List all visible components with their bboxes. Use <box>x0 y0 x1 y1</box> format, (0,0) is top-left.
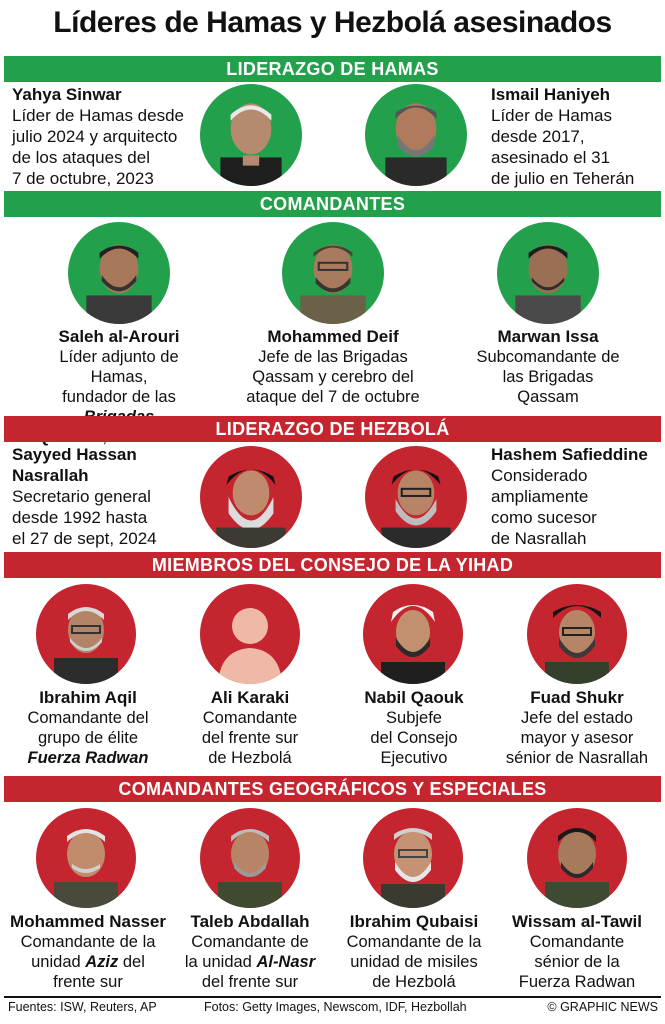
section-header-geo-commanders: COMANDANTES GEOGRÁFICOS Y ESPECIALES <box>4 776 661 802</box>
geo-desc-line: unidad de misiles <box>350 953 478 971</box>
geo-commander-name: Ibrahim Qubaisi <box>349 912 479 931</box>
desc-emphasis: Aziz <box>85 953 119 971</box>
leader-desc-line: desde 1992 hasta <box>12 508 148 527</box>
portrait-qubaisi <box>363 808 463 908</box>
footer-divider <box>4 996 661 998</box>
leader-name: Nasrallah <box>12 466 89 485</box>
council-desc-line: Comandante del <box>27 709 149 727</box>
leader-desc-line: de Nasrallah <box>491 529 587 548</box>
council-card-shukr <box>491 688 663 768</box>
leader-name: Sayyed Hassan <box>12 445 137 464</box>
leader-desc-line: Secretario general <box>12 487 151 506</box>
desc-text: la unidad <box>184 953 257 971</box>
geo-desc-line: Comandante de <box>191 933 309 951</box>
geo-commander-name: Mohammed Nasser <box>10 912 166 931</box>
leader-desc-line: de los ataques del <box>12 148 150 167</box>
geo-desc-line: Fuerza Radwan <box>518 973 636 991</box>
council-member-name: Ibrahim Aqil <box>39 688 137 707</box>
commander-desc-line: Qassam <box>517 388 579 406</box>
council-desc-emphasis: Fuerza Radwan <box>27 749 149 767</box>
leader-desc-line: como sucesor <box>491 508 597 527</box>
leader-desc-line: desde 2017, <box>491 127 585 146</box>
portrait-qaouk <box>363 584 463 684</box>
geo-card-abdallah <box>166 912 334 992</box>
commander-desc-line: ataque del 7 de octubre <box>246 388 420 406</box>
council-desc-line: de Hezbolá <box>208 749 292 767</box>
portrait-shukr <box>527 584 627 684</box>
portrait-safieddine <box>365 446 467 548</box>
council-card-karaki <box>166 688 334 768</box>
geo-desc-line: sénior de la <box>534 953 620 971</box>
portrait-nasser <box>36 808 136 908</box>
leader-desc-line: 7 de octubre, 2023 <box>12 169 154 188</box>
commander-name: Saleh al-Arouri <box>58 327 180 346</box>
leader-card-sinwar <box>12 84 202 189</box>
section-header-hamas-leadership: LIDERAZGO DE HAMAS <box>4 56 661 82</box>
leader-name: Yahya Sinwar <box>12 85 122 104</box>
commander-desc-line: las Brigadas <box>502 368 594 386</box>
leader-desc-line: Considerado <box>491 466 588 485</box>
portrait-al-tawil <box>527 808 627 908</box>
leader-card-nasrallah <box>12 444 202 549</box>
leader-name: Ismail Haniyeh <box>491 85 611 104</box>
geo-desc-line: Comandante de la <box>346 933 482 951</box>
geo-commander-name: Taleb Abdallah <box>190 912 310 931</box>
portrait-deif <box>282 222 384 324</box>
geo-desc-line: de Hezbolá <box>372 973 456 991</box>
council-desc-line: sénior de Nasrallah <box>505 749 649 767</box>
geo-desc-line: frente sur <box>53 973 123 991</box>
leader-card-haniyeh <box>491 84 659 189</box>
geo-commander-name: Wissam al-Tawil <box>512 912 642 931</box>
leader-desc-line: el 27 de sept, 2024 <box>12 529 157 548</box>
geo-desc-line: del frente sur <box>201 973 299 991</box>
council-desc-line: Ejecutivo <box>380 749 448 767</box>
footer-copyright: © GRAPHIC NEWS <box>547 1000 658 1014</box>
leader-desc-line: asesinado el 31 <box>491 148 611 167</box>
council-card-qaouk <box>330 688 498 768</box>
council-desc-line: grupo de élite <box>38 729 138 747</box>
geo-card-al-tawil <box>491 912 663 992</box>
commander-card-issa <box>464 327 632 407</box>
page-title: Líderes de Hamas y Hezbolá asesinados <box>53 6 612 39</box>
council-card-aqil <box>4 688 172 768</box>
portrait-aqil <box>36 584 136 684</box>
portrait-al-arouri <box>68 222 170 324</box>
commander-name: Mohammed Deif <box>267 327 399 346</box>
commander-desc-line: Líder adjunto de Hamas, <box>59 348 179 386</box>
leader-desc-line: ampliamente <box>491 487 589 506</box>
commander-name: Marwan Issa <box>497 327 599 346</box>
section-header-jihad-council: MIEMBROS DEL CONSEJO DE LA YIHAD <box>4 552 661 578</box>
council-member-name: Nabil Qaouk <box>364 688 464 707</box>
desc-text: fundador de las <box>62 388 176 406</box>
geo-card-qubaisi <box>330 912 498 992</box>
council-desc-line: Subjefe <box>386 709 442 727</box>
leader-card-safieddine <box>491 444 661 549</box>
portrait-issa <box>497 222 599 324</box>
council-desc-line: Comandante <box>202 709 298 727</box>
leader-desc-line: Líder de Hamas <box>491 106 612 125</box>
council-member-name: Fuad Shukr <box>530 688 624 707</box>
council-desc-line: mayor y asesor <box>520 729 634 747</box>
portrait-sinwar <box>200 84 302 186</box>
council-member-name: Ali Karaki <box>210 688 290 707</box>
geo-desc-line: Comandante de la <box>20 933 156 951</box>
portrait-abdallah <box>200 808 300 908</box>
footer-photo-credits: Fotos: Getty Images, Newscom, IDF, Hezbollah <box>204 1000 467 1014</box>
desc-emphasis: Al-Nasr <box>256 953 316 971</box>
section-header-hezbollah-leadership: LIDERAZGO DE HEZBOLÁ <box>4 416 661 442</box>
council-desc-line: del frente sur <box>201 729 299 747</box>
commander-desc-line: Subcomandante de <box>476 348 620 366</box>
desc-text: unidad <box>31 953 86 971</box>
geo-desc-line <box>4 952 172 972</box>
commander-card-deif <box>233 327 433 407</box>
portrait-nasrallah <box>200 446 302 548</box>
leader-name: Hashem Safieddine <box>491 445 648 464</box>
geo-card-nasser <box>4 912 172 992</box>
portrait-karaki-silhouette <box>200 584 300 684</box>
commander-desc-line: Jefe de las Brigadas <box>258 348 408 366</box>
portrait-haniyeh <box>365 84 467 186</box>
geo-desc-line: Comandante <box>529 933 625 951</box>
council-desc-line: del Consejo <box>370 729 458 747</box>
footer-sources: Fuentes: ISW, Reuters, AP <box>8 1000 157 1014</box>
leader-desc-line: julio 2024 y arquitecto <box>12 127 178 146</box>
leader-desc-line: de julio en Teherán <box>491 169 635 188</box>
council-desc-line: Jefe del estado <box>521 709 633 727</box>
geo-desc-line <box>166 952 334 972</box>
section-header-commanders: COMANDANTES <box>4 191 661 217</box>
desc-text: del <box>118 953 145 971</box>
leader-desc-line: Líder de Hamas desde <box>12 106 184 125</box>
commander-desc-line: Qassam y cerebro del <box>252 368 414 386</box>
